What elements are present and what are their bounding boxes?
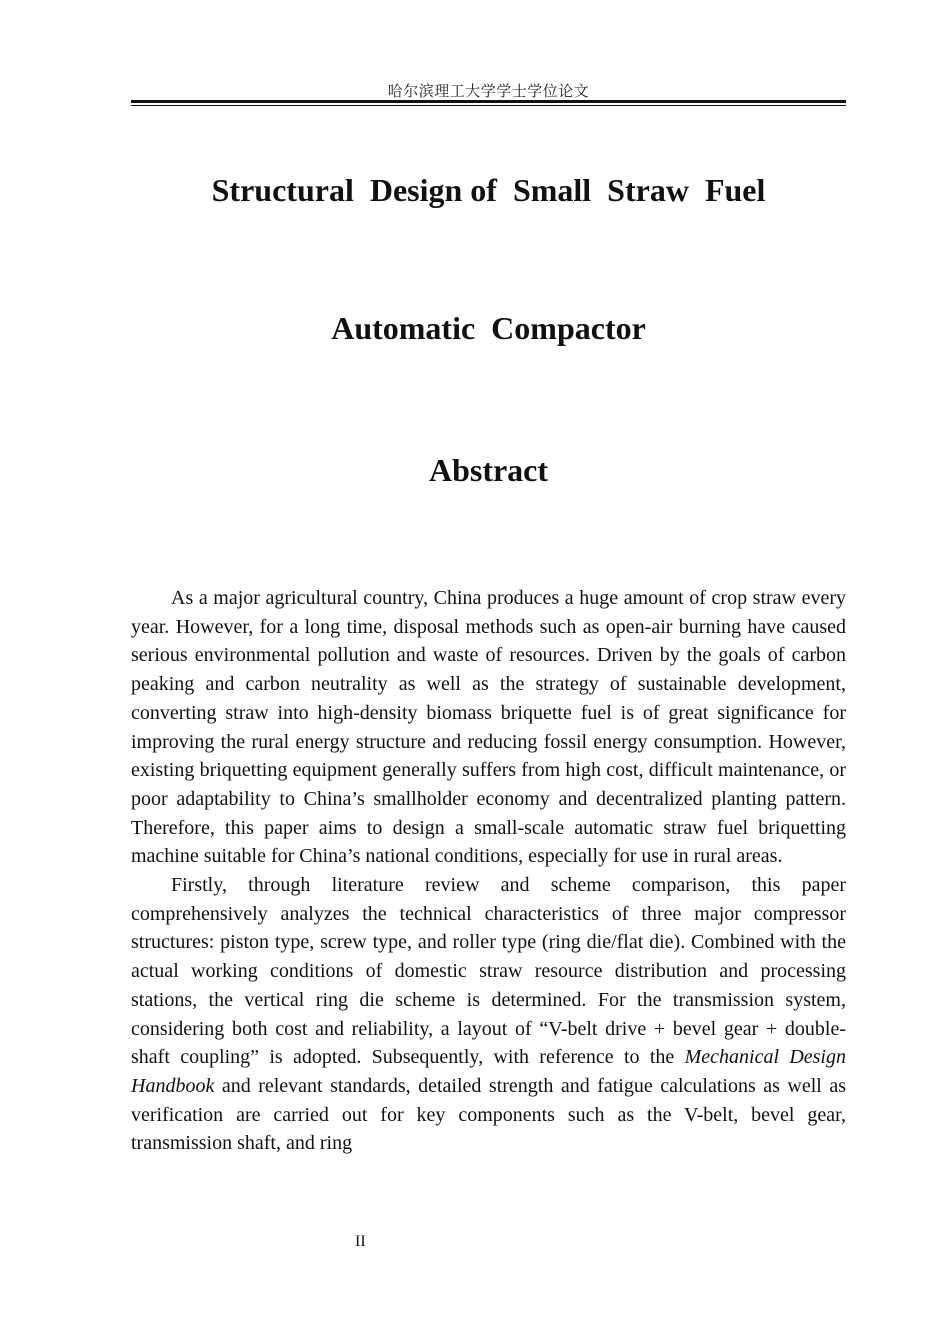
abstract-paragraph-2	[131, 871, 846, 1158]
paragraph-2-text-b: and relevant standards, detailed strength and fatigue calculations as well as verification are carried out for key components such as the V-belt, bevel gear, transmission shaft, and ring	[131, 1074, 846, 1155]
thesis-title-line-1: Structural Design of Small Straw Fuel	[211, 172, 766, 208]
running-header: 哈尔滨理工大学学士学位论文	[387, 82, 590, 100]
header-rule-thin	[131, 105, 846, 106]
handbook-title: Mechanical Design Handbook	[131, 1046, 846, 1097]
thesis-title-line-2: Automatic Compactor	[331, 310, 646, 346]
abstract-paragraph-1: As a major agricultural country, China produces a huge amount of crop straw every year. However, for a long time, disposal methods such as open-air burning have caused serious environmental pollution and waste of resources. Driven by the goals of carbon peaking and carbon neutrality as well as the strategy of sustainable development, converting straw into high-density biomass briquette fuel is of great significance for improving the rural energy structure and reducing fossil energy consumption. However, existing briquetting equipment generally suffers from high cost, difficult maintenance, or poor adaptability to China’s smallholder economy and decentralized planting pattern. Therefore, this paper aims to design a small-scale automatic straw fuel briquetting machine suitable for China’s national conditions, especially for use in rural areas.	[131, 587, 846, 868]
header-rule-thick	[131, 100, 846, 103]
paragraph-2-text-a: Firstly, through literature review and scheme comparison, this paper comprehensively analyzes the technical characteristics of three major compressor structures: piston type, screw type, and roller type (ring die/flat die). Combined with the actual working conditions of domestic straw resource distribution and processing stations, the vertical ring die scheme is determined. For the transmission system, considering both cost and reliability, a layout of “V-belt drive + bevel gear + double-shaft coupling” is adopted. Subsequently, with reference to the	[131, 874, 846, 1069]
page-number: II	[355, 1233, 366, 1250]
abstract-heading: Abstract	[428, 452, 549, 488]
abstract-body	[131, 584, 846, 1158]
